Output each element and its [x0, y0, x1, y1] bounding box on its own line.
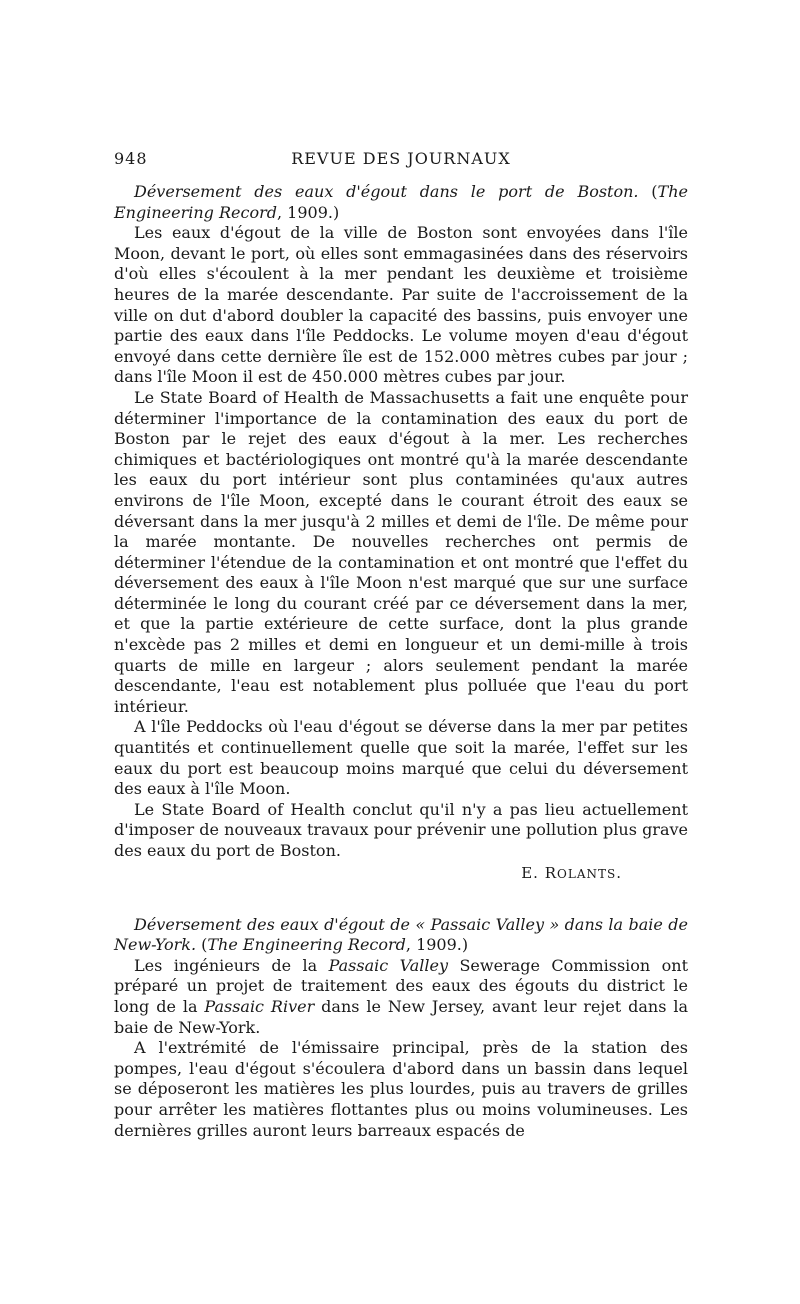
source-title: The Engineering Record — [207, 935, 406, 955]
running-header — [114, 146, 688, 172]
text-run: dans le New Jersey, avant leur rejet dans la baie de New-York. — [114, 996, 689, 1037]
paragraph: Les eaux d'égout de la ville de Boston sont envoyées dans l'île Moon, devant le port, où elles sont emmagasinées dans des réservoirs d'où elles s'écoulent à la mer pendant les deuxième et troisième heures de la marée descendante. Par suite de l'accroissement de la ville on dut d'abord doubler la capacité des bassins, puis envoyer une partie des eaux dans l'île Peddocks. Le volume moyen d'eau d'égout envoyé dans cette dernière île est de 152.000 mètres cubes par jour ; dans l'île Moon il est de 450.000 mètres cubes par jour. — [114, 223, 688, 387]
article-boston — [114, 182, 688, 885]
source-year: , 1909.) — [276, 202, 340, 222]
journal-page — [114, 146, 688, 1141]
running-title: REVUE DES JOURNAUX — [291, 149, 511, 168]
source-year: , 1909.) — [405, 935, 469, 955]
open-paren: ( — [638, 182, 658, 201]
paragraph — [114, 956, 688, 1038]
article-title: Déversement des eaux d'égout de « Passaic Valley » dans la baie de New-York. — [114, 914, 688, 955]
open-paren: ( — [196, 935, 208, 955]
paragraph: Le State Board of Health conclut qu'il n'y a pas lieu actuellement d'imposer de nouveaux travaux pour prévenir une pollution plus grave des eaux du port de Boston. — [114, 799, 688, 860]
author-surname-rest: OLANTS — [557, 866, 617, 881]
article-heading — [114, 182, 688, 223]
text-run: Sewerage Commission ont préparé un projet de traitement des eaux des égouts du district le long de la — [114, 955, 689, 1016]
italic-run: Passaic River — [204, 996, 315, 1016]
text-run: Les ingénieurs de la — [134, 955, 329, 975]
page-number: 948 — [114, 149, 148, 168]
author-signature — [114, 862, 688, 885]
article-heading — [114, 915, 688, 956]
author-initial: E. — [521, 863, 545, 882]
italic-run: Passaic Valley — [328, 955, 449, 975]
paragraph: Le State Board of Health de Massachusetts a fait une enquête pour déterminer l'importance de la contamination des eaux du port de Boston par le rejet des eaux d'égout à la mer. Les recherches chimiques et bactériologiques ont montré qu'à la marée descendante les eaux du port intérieur sont plus contaminées qu'aux autres environs de l'île Moon, excepté dans le courant étroit des eaux se déversant dans la mer jusqu'à 2 milles et demi de l'île. De même pour la marée montante. De nouvelles recherches ont permis de déterminer l'étendue de la contamination et ont montré que l'effet du déversement des eaux à l'île Moon n'est marqué que sur une surface déterminée le long du courant créé par ce déversement dans la mer, et que la partie extérieure de cette surface, dont la plus grande n'excède pas 2 milles et demi en longueur et un demi-mille à trois quarts de mille en largeur ; alors seulement pendant la marée descendante, l'eau est notablement plus polluée que l'eau du port intérieur. — [114, 387, 688, 716]
author-surname-cap: R — [544, 863, 558, 882]
paragraph: A l'île Peddocks où l'eau d'égout se déverse dans la mer par petites quantités et continuellement quelle que soit la marée, l'effet sur les eaux du port est beaucoup moins marqué que celui du déversement des eaux à l'île Moon. — [114, 717, 688, 799]
article-title: Déversement des eaux d'égout dans le port de Boston. — [134, 182, 639, 201]
paragraph: A l'extrémité de l'émissaire principal, près de la station des pompes, l'eau d'égout s'écoulera d'abord dans un bassin dans lequel se déposeront les matières les plus lourdes, puis au travers de grilles pour arrêter les matières flottantes plus ou moins volumineuses. Les dernières grilles auront leurs barreaux espacés de — [114, 1038, 688, 1140]
author-period: . — [616, 863, 622, 882]
source-title: The Engineering Record — [114, 182, 688, 222]
article-passaic — [114, 915, 688, 1142]
